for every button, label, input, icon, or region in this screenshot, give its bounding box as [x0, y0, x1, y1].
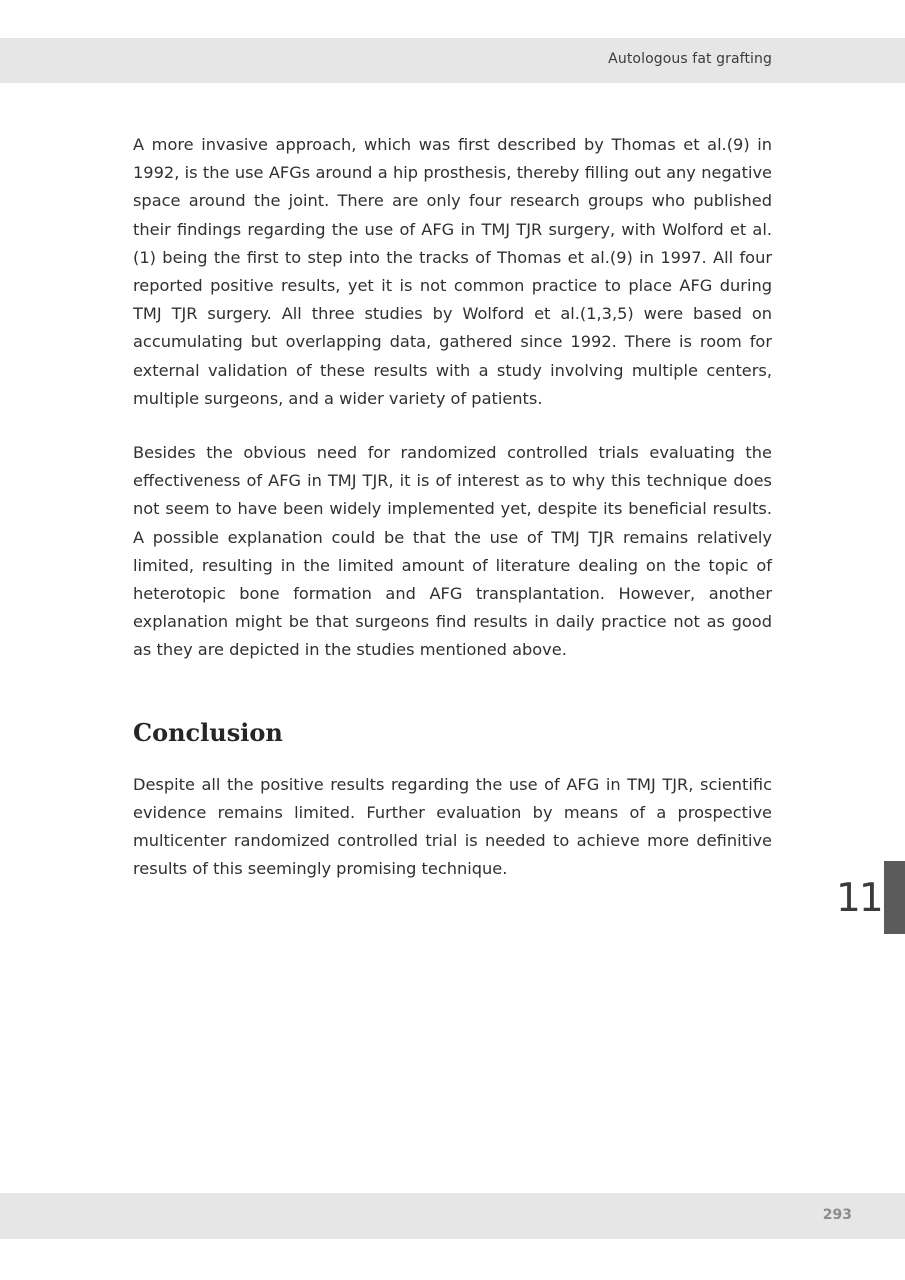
body-paragraph-1: A more invasive approach, which was first described by Thomas et al.(9) in 1992, is the use AFGs around a hip prosthesis, thereby filling out any negative space around the joint. There are only four research groups who published their findings regarding the use of AFG in TMJ TJR surgery, with Wolford et al.(1) being the first to step into the tracks of Thomas et al.(9) in 1997. All four reported positive results, yet it is not common practice to place AFG during TMJ TJR surgery. All three studies by Wolford et al.(1,3,5) were based on accumulating but overlapping data, gathered since 1992. There is room for external validation of these results with a study involving multiple centers, multiple surgeons, and a wider variety of patients.	[133, 135, 772, 408]
section-heading-conclusion: Conclusion	[133, 717, 283, 747]
body-paragraph-2: Besides the obvious need for randomized controlled trials evaluating the effectiveness of AFG in TMJ TJR, it is of interest as to why this technique does not seem to have been widely implemented yet, despite its beneficial results. A possible explanation could be that the use of TMJ TJR remains relatively limited, resulting in the limited amount of literature dealing on the topic of heterotopic bone formation and AFG transplantation. However, another explanation might be that surgeons find results in daily practice not as good as they are depicted in the studies mentioned above.	[133, 443, 772, 660]
page-body	[133, 131, 772, 909]
running-title: Autologous fat grafting	[608, 51, 772, 67]
chapter-tab	[884, 861, 905, 934]
conclusion-paragraph: Despite all the positive results regarding the use of AFG in TMJ TJR, scientific evidence remains limited. Further evaluation by means of a prospective multicenter randomized controlled trial is needed to achieve more definitive results of this seemingly promising technique.	[133, 774, 772, 879]
running-header	[0, 38, 905, 83]
page-footer	[0, 1193, 905, 1239]
page-number: 293	[822, 1207, 852, 1223]
chapter-number: 11	[836, 876, 882, 921]
